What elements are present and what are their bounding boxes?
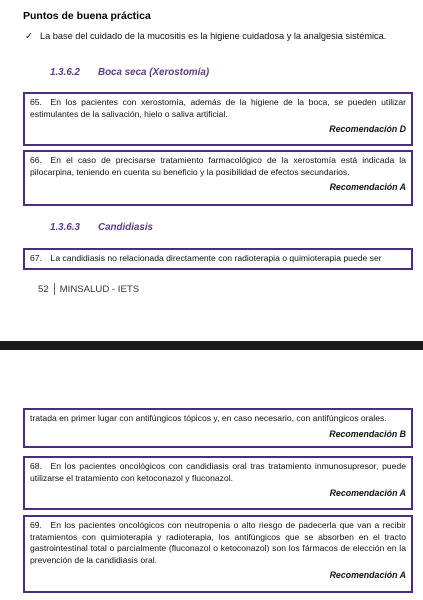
recommendation-grade: Recomendación A (329, 182, 406, 192)
section-number: 1.3.6.2 (50, 67, 80, 78)
recommendation-text: 66. En el caso de precisarse tratamiento farmacológico de la xerostomía está indicada la pilocarpina, teniendo en cuenta su beneficio y la posibilidad de efectos secundarios. (30, 155, 406, 177)
recommendation-box-65 (23, 92, 413, 146)
page-break-bar (0, 341, 423, 350)
recommendation-text: 69. En los pacientes oncológicos con neutropenia o alto riesgo de padecerla que van a recibir tratamientos con quimioterapia y radioterapia, los antifúngicos que se absorben en el tracto gastrointestinal total o parcialmente (fluconazol o ketoconazol) son los fármacos de elección en la prevención de la candidiasis oral. (30, 520, 406, 565)
recommendation-grade: Recomendación A (329, 488, 406, 498)
recommendation-text: 68. En los pacientes oncológicos con candidiasis oral tras tratamiento inmunosupresor, puede utilizarse el tratamiento con ketoconazol y fluconazol. (30, 461, 406, 483)
section-title: Boca seca (Xerostomía) (98, 67, 210, 78)
recommendation-text: 67. La candidiasis no relacionada directamente con radioterapia o quimioterapia puede ser (30, 253, 382, 263)
good-practice-heading: Puntos de buena práctica (23, 10, 151, 22)
section-heading-candidiasis (50, 222, 153, 233)
recommendation-text: tratada en primer lugar con antifúngicos tópicos y, en caso necesario, con antifúngicos orales. (30, 413, 387, 423)
page-number: 52 (38, 283, 49, 295)
page-footer (38, 283, 139, 295)
check-mark-icon: ✓ (25, 31, 33, 42)
recommendation-box-69 (23, 515, 413, 593)
section-title: Candidiasis (98, 222, 153, 233)
recommendation-grade: Recomendación A (329, 570, 406, 580)
recommendation-grade: Recomendación D (329, 124, 406, 134)
recommendation-box-66 (23, 150, 413, 206)
section-heading-dry-mouth (50, 67, 209, 78)
recommendation-text: 65. En los pacientes con xerostomía, además de la higiene de la boca, se pueden utilizar estimulantes de la salivación, hielo o saliva artificial. (30, 97, 406, 119)
footer-publisher: MINSALUD - IETS (59, 283, 140, 295)
recommendation-box-67-end (23, 408, 413, 448)
footer-separator (54, 283, 55, 295)
section-number: 1.3.6.3 (50, 222, 80, 233)
page-bottom (0, 350, 423, 600)
good-practice-text: La base del cuidado de la mucositis es la higiene cuidadosa y la analgesia sistémica. (40, 31, 387, 41)
recommendation-box-68 (23, 456, 413, 510)
recommendation-box-67-start (23, 248, 413, 270)
good-practice-item (25, 31, 410, 43)
recommendation-grade: Recomendación B (329, 428, 406, 439)
